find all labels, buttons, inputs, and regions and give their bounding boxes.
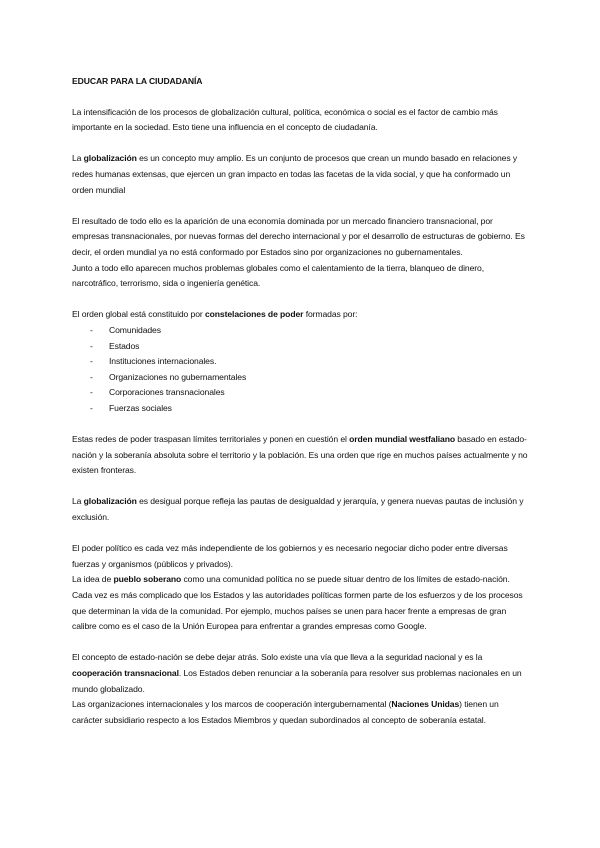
text-run: La idea de [72, 574, 114, 585]
text-run: Las organizaciones internacionales y los marcos de cooperación intergubernamental ( [72, 699, 392, 710]
text-run: es un concepto muy amplio. Es un conjunto de procesos que crean un mundo basado en relaciones y redes humanas extensas, que ejercen un gran impacto en todas las facetas de la vida social, y que ha conformado un orden mundial [72, 153, 518, 195]
bold-term-orden-westfaliano: orden mundial westfaliano [349, 434, 456, 445]
text-run: basado en estado-nación y la soberanía absoluta sobre el territorio y la población. Es una orden que rige en muchos países actualmente y no existen fronteras. [72, 434, 528, 476]
list-item: - Comunidades [72, 323, 528, 339]
list-item: - Corporaciones transnacionales [72, 385, 528, 401]
bold-term-naciones-unidas: Naciones Unidas [391, 699, 460, 710]
paragraph-sovereign-people [72, 572, 528, 634]
list-item: - Fuerzas sociales [72, 401, 528, 417]
paragraph-intro: La intensificación de los procesos de globalización cultural, política, económica o social es el factor de cambio más importante en la sociedad. Esto tiene una influencia en el concepto de ciudadanía. [72, 106, 498, 133]
paragraph-global-order [72, 307, 528, 323]
text-run: formadas por: [303, 309, 358, 320]
paragraph-global-problems: Junto a todo ello aparecen muchos problemas globales como el calentamiento de la tierra, blanqueo de dinero, narcotráfico, terrorismo, sida o ingeniería genética. [72, 262, 484, 289]
paragraph-result: El resultado de todo ello es la aparición de una economía dominada por un mercado financiero transnacional, por empresas transnacionales, por nuevas formas del derecho internacional y por el desarrollo de estructuras de gobierno. Es decir, el orden mundial ya no está conformado por Estados sino por organizaciones no gubernamentales. [72, 215, 525, 257]
text-run: ) tienen un carácter subsidiario respecto a los Estados Miembros y quedan subordinados al concepto de soberanía estatal. [72, 699, 499, 725]
document-page [72, 74, 528, 744]
power-constellations-list [72, 323, 528, 417]
list-item: - Organizaciones no gubernamentales [72, 370, 528, 386]
text-run: La [72, 153, 84, 164]
text-run: como una comunidad política no se puede situar dentro de los límites de estado-nación. Cada vez es más complicado que los Estados y las autoridades políticas formen parte de los esfuerzos y de los procesos que determinan la vida de la comunidad. Por ejemplo, muchos países se unen para hacer frente a empresas de gran calibre como es el caso de la Unión Europea para enfrentar a grandes empresas como Google. [72, 574, 523, 632]
text-run: . Los Estados deben renunciar a la soberanía para resolver sus problemas nacionales en un mundo globalizado. [72, 667, 522, 694]
text-run: El orden global está constituido por [72, 309, 205, 320]
bold-term-constelaciones: constelaciones de poder [204, 309, 304, 320]
paragraph-westphalian-order [72, 432, 528, 479]
document-title: EDUCAR PARA LA CIUDADANÍA [72, 76, 203, 86]
text-run: El concepto de estado-nación se debe dejar atrás. Solo existe una vía que lleva a la seguridad nacional y es la [72, 652, 483, 663]
list-item: - Estados [72, 339, 528, 355]
paragraph-political-power: El poder político es cada vez más independiente de los gobiernos y es necesario negociar dicho poder entre diversas fuerzas y organismos (públicos y privados). [72, 543, 508, 569]
bold-term-cooperacion: cooperación transnacional [72, 667, 179, 678]
text-run: La [72, 496, 84, 507]
text-run: es desigual porque refleja las pautas de desigualdad y jerarquía, y genera nuevas pautas de inclusión y exclusión. [72, 496, 524, 523]
list-item: - Instituciones internacionales. [72, 354, 528, 370]
text-run: Estas redes de poder traspasan límites territoriales y ponen en cuestión el [72, 434, 350, 445]
bold-term-globalizacion: globalización [83, 496, 137, 507]
bold-term-globalizacion: globalización [83, 153, 137, 164]
paragraph-globalization-definition [72, 151, 528, 198]
paragraph-nation-state [72, 650, 528, 697]
paragraph-inequality [72, 494, 528, 525]
paragraph-international-orgs [72, 697, 528, 728]
bold-term-pueblo-soberano: pueblo soberano [113, 574, 182, 585]
